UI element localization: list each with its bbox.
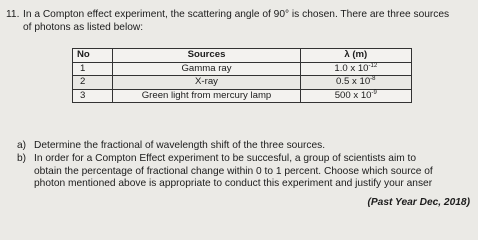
table-row xyxy=(73,62,412,76)
table-row xyxy=(73,89,412,103)
wavelength-mantissa: 0.5 x 10 xyxy=(336,76,371,88)
wavelength-mantissa: 1.0 x 10 xyxy=(334,62,369,74)
question-stem xyxy=(6,9,472,35)
row-number: 2 xyxy=(73,76,113,90)
row-wavelength xyxy=(300,62,411,76)
row-number: 1 xyxy=(73,62,113,76)
row-wavelength xyxy=(300,76,411,90)
header-wavelength: λ (m) xyxy=(300,49,411,63)
question-number: 11. xyxy=(6,9,20,20)
table-row xyxy=(73,76,412,90)
wavelength-exponent: -9 xyxy=(371,90,377,97)
part-b-line2: obtain the percentage of fractional change within 0 to 1 percent. Choose which source of xyxy=(34,165,433,177)
photon-sources-table xyxy=(72,48,412,103)
wavelength-mantissa: 500 x 10 xyxy=(334,90,372,102)
question-text-line2: of photons as listed below: xyxy=(23,21,144,33)
question-text-line1: In a Compton effect experiment, the scattering angle of 90° is chosen. There are three sources xyxy=(23,9,450,20)
wavelength-exponent: -8 xyxy=(370,76,376,83)
header-no: No xyxy=(73,49,113,63)
part-b-line3: photon mentioned above is appropriate to conduct this experiment and justify your anser xyxy=(34,178,433,190)
part-b xyxy=(17,153,475,191)
part-a xyxy=(17,140,475,153)
row-source: X-ray xyxy=(113,76,300,90)
past-year-note: (Past Year Dec, 2018) xyxy=(367,197,470,208)
row-wavelength xyxy=(300,89,411,103)
part-b-line1: In order for a Compton Effect experiment to be succesful, a group of scientists aim to xyxy=(34,153,417,164)
part-a-letter: a) xyxy=(17,140,27,151)
part-b-letter: b) xyxy=(17,153,27,164)
row-source: Gamma ray xyxy=(113,62,300,76)
row-number: 3 xyxy=(73,89,113,103)
row-source: Green light from mercury lamp xyxy=(113,89,300,103)
wavelength-exponent: -12 xyxy=(368,62,378,69)
table-header-row xyxy=(73,49,412,63)
part-a-text: Determine the fractional of wavelength shift of the three sources. xyxy=(34,140,326,151)
header-sources: Sources xyxy=(113,49,300,63)
